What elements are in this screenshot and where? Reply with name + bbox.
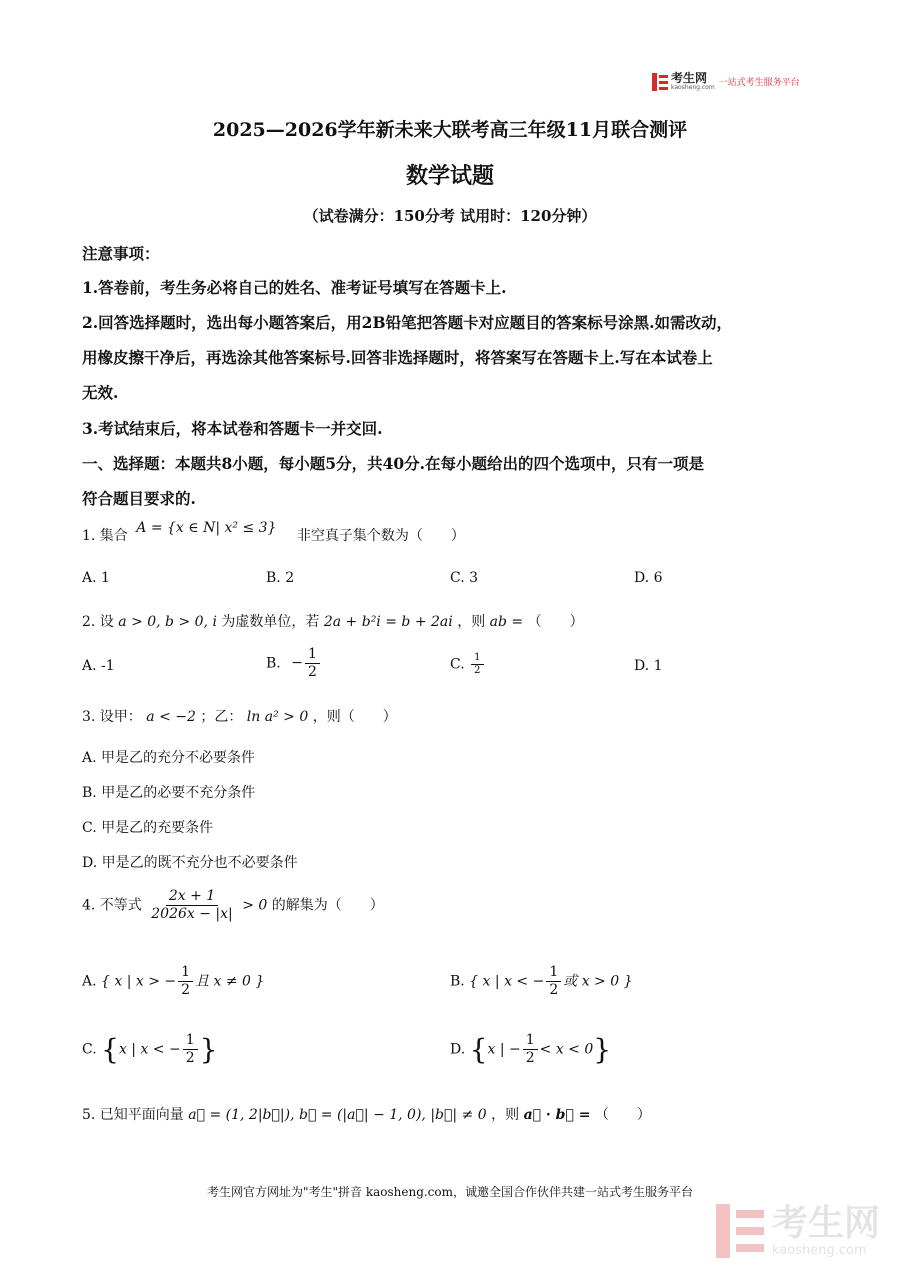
q2-mid: 为虚数单位，若 <box>221 614 320 630</box>
question-1 <box>82 520 465 545</box>
q1-option-c: C. 3 <box>450 570 479 586</box>
q5-prefix: 5. 已知平面向量 <box>82 1107 184 1123</box>
watermark <box>716 1204 880 1258</box>
q3-jia: a < −2 <box>146 709 196 725</box>
q5-suffix: （ ） <box>594 1107 651 1123</box>
question-2 <box>82 611 584 631</box>
q2-option-c: C. $\frac{1}{2}$ <box>450 652 486 677</box>
q3-option-d: D. 甲是乙的既不充分也不必要条件 <box>82 855 298 871</box>
q2-option-d: D. 1 <box>634 658 663 674</box>
q2-ask: ab = <box>489 614 524 630</box>
notice-item-1: 1.答卷前，考生务必将自己的姓名、准考证号填写在答题卡上. <box>82 278 507 297</box>
q1-option-a: A. 1 <box>82 570 110 586</box>
q4-denominator: 2026x − |x| <box>151 905 233 922</box>
brand-slogan: 一站式考生服务平台 <box>718 78 800 88</box>
watermark-logo-icon <box>716 1204 764 1258</box>
q4-numerator: 2x + 1 <box>166 888 218 906</box>
q2-option-a: A. -1 <box>82 658 115 674</box>
q3-suffix: ，则（ ） <box>312 709 397 725</box>
brand-name: 考生网 <box>671 71 708 85</box>
kaosheng-logo-icon <box>652 73 668 91</box>
brand-logo <box>652 72 800 91</box>
question-3 <box>82 706 397 726</box>
q2-prefix: 2. 设 <box>82 614 114 630</box>
question-4 <box>82 888 384 923</box>
exam-info: （试卷满分：150分考 试用时：120分钟） <box>303 207 597 225</box>
q4-prefix: 4. 不等式 <box>82 897 142 914</box>
section-1-line-1: 一、选择题：本题共8小题，每小题5分，共40分.在每小题给出的四个选项中，只有一项是 <box>82 454 705 473</box>
q1-option-d: D. 6 <box>634 570 663 586</box>
q2-suffix: （ ） <box>527 614 584 630</box>
watermark-name: 考生网 <box>772 1202 881 1244</box>
section-1-line-2: 符合题目要求的. <box>82 489 196 508</box>
q4-option-c: C. {x | x < − $\frac{1}{2}$ } <box>82 1032 218 1066</box>
q4-suffix: 的解集为（ ） <box>271 897 384 914</box>
q3-option-b: B. 甲是乙的必要不充分条件 <box>82 785 256 801</box>
q2-equation: 2a + b²i = b + 2ai <box>323 614 453 630</box>
q2-cond: a > 0, b > 0, i <box>118 614 217 630</box>
q1-suffix: 非空真子集个数为（ ） <box>296 528 465 544</box>
notice-item-2-line-2: 用橡皮擦干净后，再选涂其他答案标号.回答非选择题时，将答案写在答题卡上.写在本试卷上 <box>82 348 713 367</box>
q3-prefix: 3. 设甲： <box>82 709 142 725</box>
q3-mid: ；乙： <box>200 709 243 725</box>
q5-expression: a⃗ = (1, 2|b⃗|), b⃗ = (|a⃗| − 1, 0), |b⃗| ≠ 0 <box>188 1107 487 1123</box>
exam-title: 2025—2026学年新未来大联考高三年级11月联合测评 <box>212 119 688 141</box>
notice-item-2-line-3: 无效. <box>82 383 119 402</box>
q3-option-a: A. 甲是乙的充分不必要条件 <box>82 750 256 766</box>
q4-option-d: D. {x | − $\frac{1}{2}$ < x < 0} <box>450 1032 612 1066</box>
q4-option-a: A. { x | x > − $\frac{1}{2}$ 且 x ≠ 0 } <box>82 964 265 998</box>
q2-option-b: B. − $\frac{1}{2}$ <box>266 646 322 681</box>
q4-gt: > 0 <box>242 897 268 914</box>
q3-option-c: C. 甲是乙的充要条件 <box>82 820 214 836</box>
q5-mid: ，则 <box>491 1107 520 1123</box>
q5-ask: a⃗ · b⃗ = <box>523 1107 591 1123</box>
q1-option-b: B. 2 <box>266 570 295 586</box>
watermark-domain: kaosheng.com <box>772 1242 867 1258</box>
exam-subtitle: 数学试题 <box>405 163 494 189</box>
notice-item-2-line-1: 2.回答选择题时，选出每小题答案后，用2B铅笔把答题卡对应题目的答案标号涂黑.如需改动， <box>82 313 732 332</box>
q1-set-expr: A = {x ∈ N| x² ≤ 3} <box>136 520 277 536</box>
q2-mid2: ，则 <box>457 614 486 630</box>
q1-prefix: 1. 集合 <box>82 528 128 544</box>
notice-heading: 注意事项： <box>82 244 160 263</box>
brand-domain: kaosheng.com <box>671 84 715 91</box>
notice-item-3: 3.考试结束后，将本试卷和答题卡一并交回. <box>82 419 383 438</box>
page-footer: 考生网官方网址为"考生"拼音 kaosheng.com，诚邀全国合作伙伴共建一站式考生服务平台 <box>206 1185 694 1199</box>
q3-yi: ln a² > 0 <box>246 709 309 725</box>
question-5 <box>82 1104 651 1124</box>
q4-option-b: B. { x | x < − $\frac{1}{2}$ 或 x > 0 } <box>450 964 633 998</box>
